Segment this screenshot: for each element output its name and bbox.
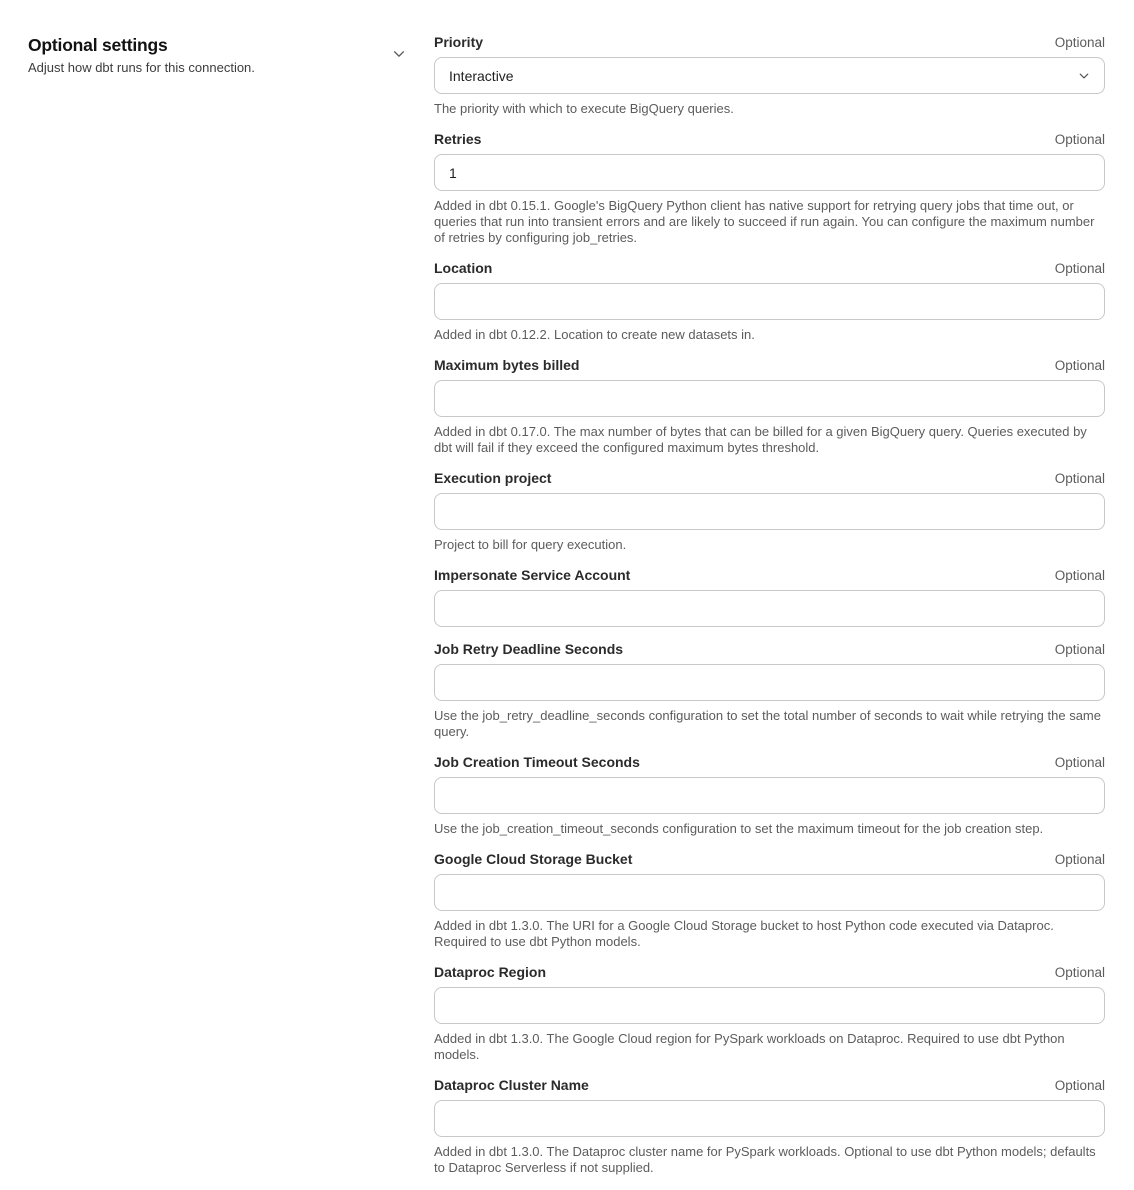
- field-label: Job Retry Deadline Seconds: [434, 641, 624, 657]
- field-help-text: Added in dbt 0.17.0. The max number of bytes that can be billed for a given BigQuery query. Queries executed by dbt will fail if they exceed the configured maximum bytes threshold.: [434, 424, 1087, 455]
- field-job-creation-timeout-seconds: [434, 754, 1105, 837]
- field-help-text: Project to bill for query execution.: [434, 537, 627, 552]
- optional-badge: Optional: [1054, 642, 1105, 657]
- field-help-text: Added in dbt 1.3.0. The Google Cloud region for PySpark workloads on Dataproc. Required to use dbt Python models.: [434, 1031, 1065, 1062]
- field-label: Dataproc Region: [434, 964, 547, 980]
- field-retries: [434, 131, 1105, 246]
- field-head: [434, 964, 1105, 981]
- optional-badge: Optional: [1054, 755, 1105, 770]
- field-google-cloud-storage-bucket: [434, 851, 1105, 950]
- field-head: [434, 260, 1105, 277]
- field-label: Job Creation Timeout Seconds: [434, 754, 640, 770]
- optional-badge: Optional: [1054, 358, 1105, 373]
- optional-badge: Optional: [1054, 965, 1105, 980]
- field-help-text: Added in dbt 0.15.1. Google's BigQuery Python client has native support for retrying query jobs that time out, or queries that run into transient errors and are likely to succeed if run again. You can configure the maximum number of retries by configuring job_retries.: [434, 198, 1095, 245]
- job-retry-deadline-seconds-input[interactable]: [434, 664, 1105, 701]
- field-label: Retries: [434, 131, 482, 147]
- job-creation-timeout-seconds-input[interactable]: [434, 777, 1105, 814]
- field-dataproc-cluster-name: [434, 1077, 1105, 1176]
- field-head: [434, 641, 1105, 658]
- chevron-down-icon[interactable]: [392, 47, 406, 61]
- optional-badge: Optional: [1054, 852, 1105, 867]
- field-head: [434, 567, 1105, 584]
- page-title: Optional settings: [28, 35, 168, 55]
- field-dataproc-region: [434, 964, 1105, 1063]
- field-location: [434, 260, 1105, 343]
- field-label: Execution project: [434, 470, 552, 486]
- field-help-text: The priority with which to execute BigQuery queries.: [434, 101, 734, 116]
- section-subtitle: Adjust how dbt runs for this connection.: [28, 60, 255, 75]
- field-label: Impersonate Service Account: [434, 567, 631, 583]
- field-job-retry-deadline-seconds: [434, 641, 1105, 740]
- optional-badge: Optional: [1054, 132, 1105, 147]
- field-label: Maximum bytes billed: [434, 357, 580, 373]
- maximum-bytes-billed-input[interactable]: [434, 380, 1105, 417]
- field-head: [434, 851, 1105, 868]
- field-execution-project: [434, 470, 1105, 553]
- field-label: Google Cloud Storage Bucket: [434, 851, 633, 867]
- field-help-text: Added in dbt 1.3.0. The URI for a Google Cloud Storage bucket to host Python code executed via Dataproc. Required to use dbt Python models.: [434, 918, 1054, 949]
- field-head: [434, 131, 1105, 148]
- field-priority: [434, 34, 1105, 117]
- field-help-text: Added in dbt 1.3.0. The Dataproc cluster name for PySpark workloads. Optional to use dbt Python models; defaults to Dataproc Serverless if not supplied.: [434, 1144, 1096, 1175]
- field-help-text: Use the job_creation_timeout_seconds configuration to set the maximum timeout for the job creation step.: [434, 821, 1044, 836]
- section-header: [28, 34, 406, 76]
- google-cloud-storage-bucket-input[interactable]: [434, 874, 1105, 911]
- optional-badge: Optional: [1054, 261, 1105, 276]
- field-help-text: Added in dbt 0.12.2. Location to create new datasets in.: [434, 327, 755, 342]
- chevron-down-icon: [1078, 70, 1090, 82]
- execution-project-input[interactable]: [434, 493, 1105, 530]
- optional-badge: Optional: [1054, 35, 1105, 50]
- optional-badge: Optional: [1054, 568, 1105, 583]
- field-head: [434, 1077, 1105, 1094]
- field-head: [434, 34, 1105, 51]
- field-label: Location: [434, 260, 493, 276]
- field-impersonate-service-account: [434, 567, 1105, 627]
- field-head: [434, 754, 1105, 771]
- field-help-text: Use the job_retry_deadline_seconds configuration to set the total number of seconds to wait while retrying the same query.: [434, 708, 1101, 739]
- priority-select[interactable]: [434, 57, 1105, 94]
- field-maximum-bytes-billed: [434, 357, 1105, 456]
- dataproc-cluster-name-input[interactable]: [434, 1100, 1105, 1137]
- optional-badge: Optional: [1054, 471, 1105, 486]
- settings-form: [434, 34, 1105, 1190]
- impersonate-service-account-input[interactable]: [434, 590, 1105, 627]
- retries-input[interactable]: [434, 154, 1105, 191]
- field-label: Dataproc Cluster Name: [434, 1077, 589, 1093]
- field-label: Priority: [434, 34, 484, 50]
- optional-badge: Optional: [1054, 1078, 1105, 1093]
- select-value: Interactive: [449, 67, 514, 84]
- dataproc-region-input[interactable]: [434, 987, 1105, 1024]
- field-head: [434, 470, 1105, 487]
- location-input[interactable]: [434, 283, 1105, 320]
- field-head: [434, 357, 1105, 374]
